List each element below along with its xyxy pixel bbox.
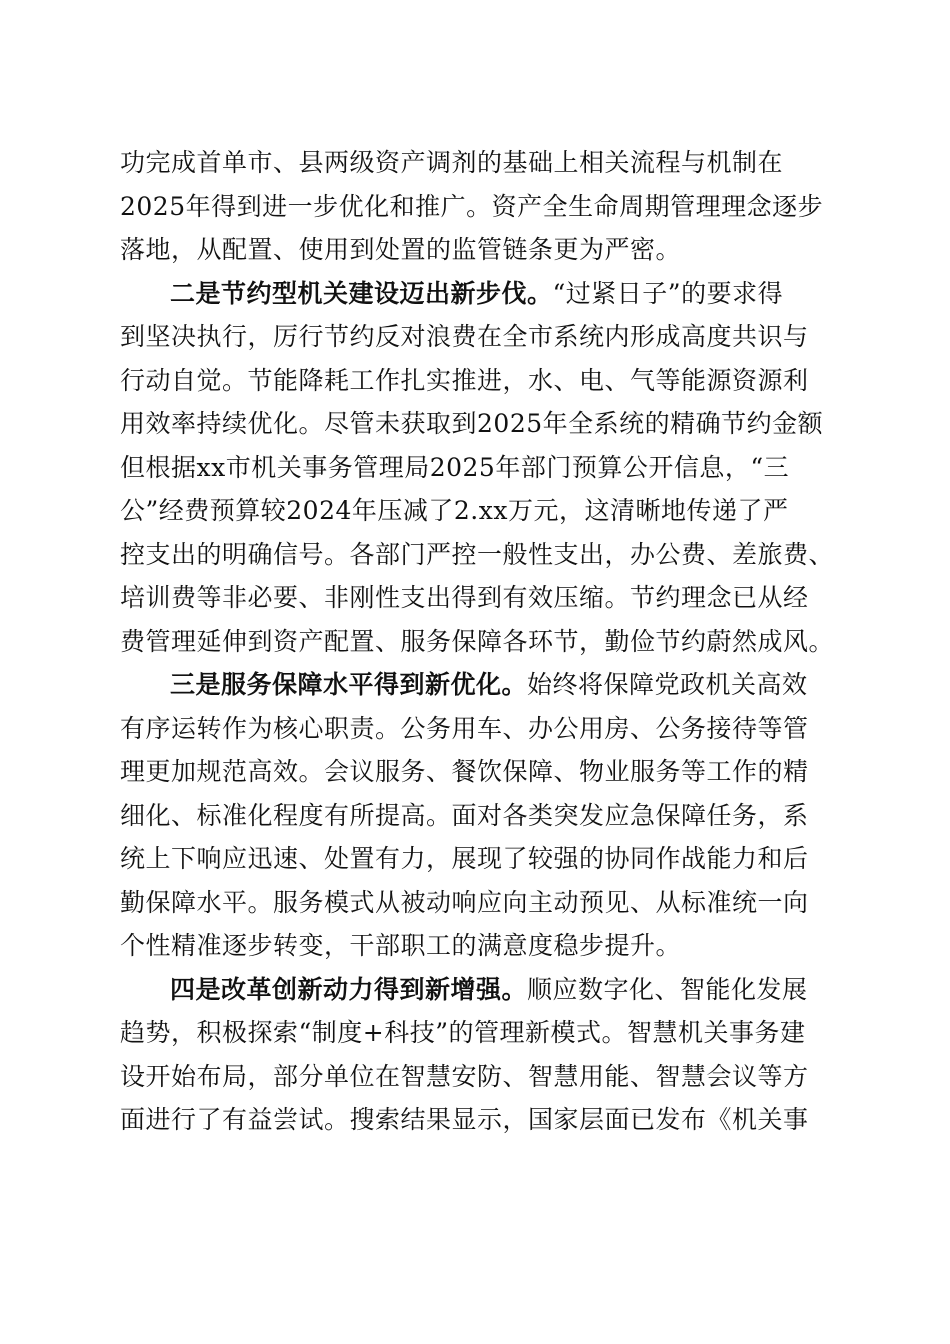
paragraph-heading-phrase: 是服务保障水平得到新优化。 bbox=[195, 670, 528, 699]
text-line: 细化、标准化程度有所提高。面对各类突发应急保障任务，系 bbox=[120, 800, 809, 830]
text-line bbox=[196, 670, 808, 699]
text-line: 个性精准逐步转变，干部职工的满意度稳步提升。 bbox=[120, 931, 682, 960]
paragraph-service-guarantee bbox=[120, 663, 840, 968]
text-line: 有序运转作为核心职责。公务用车、办公用房、公务接待等管 bbox=[120, 713, 809, 743]
text-line: 面进行了有益尝试。搜索结果显示，国家层面已发布《机关事 bbox=[120, 1105, 809, 1134]
text-line: 费管理延伸到资产配置、服务保障各环节，勤俭节约蔚然成风。 bbox=[120, 626, 835, 656]
text-line: 勤保障水平。服务模式从被动响应向主动预见、从标准统一向 bbox=[120, 887, 809, 917]
text-line: 功完成首单市、县两级资产调剂的基础上相关流程与机制在 bbox=[120, 148, 784, 177]
paragraph-body-text: 始终将保障党政机关高效 bbox=[527, 670, 808, 699]
text-line: 但根据xx市机关事务管理局2025年部门预算公开信息，“三 bbox=[120, 452, 790, 482]
text-line: 趋势，积极探索“制度+科技”的管理新模式。智慧机关事务建 bbox=[120, 1018, 806, 1047]
paragraph-first-line bbox=[120, 663, 840, 707]
text-line: 行动自觉。节能降耗工作扎实推进，水、电、气等能源资源利 bbox=[120, 365, 809, 395]
text-line bbox=[196, 279, 784, 308]
paragraph-ordinal: 三 bbox=[170, 670, 196, 699]
paragraph-heading-phrase: 是改革创新动力得到新增强。 bbox=[195, 974, 528, 1004]
document-body bbox=[120, 141, 840, 1142]
paragraph-first-line bbox=[120, 968, 840, 1012]
text-line: 落地，从配置、使用到处置的监管链条更为严密。 bbox=[120, 235, 682, 264]
text-line: 培训费等非必要、非刚性支出得到有效压缩。节约理念已从经 bbox=[120, 583, 809, 612]
text-line: 理更加规范高效。会议服务、餐饮保障、物业服务等工作的精 bbox=[120, 757, 809, 786]
paragraph-asset-management bbox=[120, 141, 840, 272]
text-line: 到坚决执行，厉行节约反对浪费在全市系统内形成高度共识与 bbox=[120, 322, 809, 351]
paragraph-body-text: “过紧日子”的要求得 bbox=[552, 278, 784, 308]
paragraph-heading-phrase: 是节约型机关建设迈出新步伐。 bbox=[195, 278, 553, 308]
text-line: 控支出的明确信号。各部门严控一般性支出，办公费、差旅费、 bbox=[120, 539, 835, 569]
text-line: 2025年得到进一步优化和推广。资产全生命周期管理理念逐步 bbox=[120, 191, 824, 221]
text-line bbox=[196, 975, 808, 1004]
text-line: 公”经费预算较2024年压减了2.xx万元，这清晰地传递了严 bbox=[120, 496, 789, 525]
paragraph-thrift-agency bbox=[120, 272, 840, 664]
text-line: 用效率持续优化。尽管未获取到2025年全系统的精确节约金额 bbox=[120, 409, 824, 438]
text-line: 统上下响应迅速、处置有力，展现了较强的协同作战能力和后 bbox=[120, 844, 809, 873]
paragraph-ordinal: 四 bbox=[170, 974, 196, 1004]
paragraph-first-line bbox=[120, 272, 840, 316]
paragraph-reform-innovation bbox=[120, 968, 840, 1142]
paragraph-body-text: 顺应数字化、智能化发展 bbox=[527, 974, 808, 1004]
text-line: 设开始布局，部分单位在智慧安防、智慧用能、智慧会议等方 bbox=[120, 1061, 809, 1091]
paragraph-ordinal: 二 bbox=[170, 278, 196, 308]
